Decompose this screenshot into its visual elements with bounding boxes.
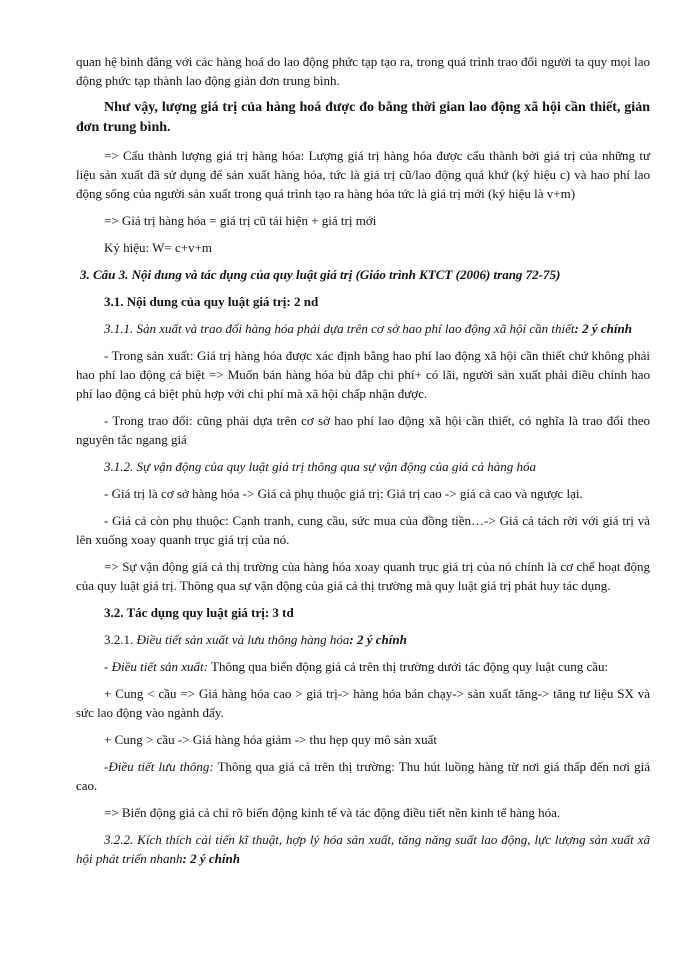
heading-3-2-2 — [76, 830, 650, 868]
heading-3-2-2-suffix: : 2 ý chính — [182, 851, 240, 866]
heading-3-2-1 — [76, 630, 650, 649]
paragraph-value-formula: => Giá trị hàng hóa = giá trị cũ tái hiện + giá trị mới — [104, 213, 377, 228]
paragraph-production: - Trong sản xuất: Giá trị hàng hóa được xác định bằng hao phí lao động xã hội cần thiết chứ không phải hao phí lao động cá biệt => Muốn bán hàng hóa bù đắp chi phí+ có lãi, người sản xuất phải điều chỉnh hao phí lao động cá biệt phù hợp với chi phí mà xã hội chấp nhận được. — [76, 348, 650, 401]
paragraph-price-mechanism: => Sự vận động giá cả thị trường của hàng hóa xoay quanh trục giá trị của nó chính là cơ chế hoạt động của quy luật giá trị. Thông qua sự vận động của giá cả thị trường mà quy luật giá trị phát huy tác dụng. — [76, 559, 650, 593]
heading-3-1-1-text: 3.1.1. Sản xuất và trao đổi hàng hóa phải dựa trên cơ sở hao phí lao động xã hội cần thiết — [104, 321, 575, 336]
heading-3-2-1-text: Điều tiết sản xuất và lưu thông hàng hóa — [136, 632, 350, 647]
heading-3-1-1 — [76, 319, 650, 338]
paragraph-supply-less: + Cung < cầu => Giá hàng hóa cao > giá trị-> hàng hóa bán chạy-> sản xuất tăng-> tăng tư liệu SX và sức lao động vào ngành đấy. — [76, 686, 650, 720]
heading-3-1-2: 3.1.2. Sự vận động của quy luật giá trị thông qua sự vận động của giá cả hàng hóa — [104, 459, 536, 474]
paragraph-price-fluctuation: => Biến động giá cả chỉ rõ biến động kinh tế và tác động điều tiết nền kinh tế hàng hóa. — [104, 805, 561, 820]
paragraph-value-structure: => Cấu thành lượng giá trị hàng hóa: Lượng giá trị hàng hóa được cấu thành bởi giá trị của những tư liệu sản xuất đã sử dụng để sản xuất hàng hóa, tức là giá trị cũ/lao động quá khứ (ký hiệu c) và hao phí lao động sống của người sản xuất trong quá trình tạo ra hàng hóa tức là giá trị mới (ký hiệu là v+m) — [76, 148, 650, 201]
heading-3-2-1-number: 3.2.1. — [104, 632, 137, 647]
heading-3-2-2-text: 3.2.2. Kích thích cải tiến kĩ thuật, hợp lý hóa sản xuất, tăng năng suất lao động, lực lượng sản xuất xã hội phát triển nhanh — [76, 832, 650, 866]
paragraph-conclusion: Như vậy, lượng giá trị của hàng hoá được đo bằng thời gian lao động xã hội cần thiết, giản đơn trung bình. — [76, 100, 650, 135]
heading-3-1-1-suffix: : 2 ý chính — [574, 321, 632, 336]
heading-3-2-1-suffix: : 2 ý chính — [349, 632, 407, 647]
regulate-production-label: - Điều tiết sản xuất: — [104, 659, 208, 674]
heading-3-2: 3.2. Tác dụng quy luật giá trị: 3 td — [104, 605, 294, 620]
heading-question-3: 3. Câu 3. Nội dung và tác dụng của quy luật giá trị (Giáo trình KTCT (2006) trang 72-75) — [80, 267, 561, 282]
paragraph-supply-more: + Cung > cầu -> Giá hàng hóa giảm -> thu hẹp quy mô sản xuất — [104, 732, 437, 747]
paragraph-exchange: - Trong trao đổi: cũng phải dựa trên cơ sở hao phí lao động xã hội cần thiết, có nghĩa là trao đổi theo nguyên tắc ngang giá — [76, 413, 650, 447]
regulate-circulation-text: Thông qua giá cả trên thị trường: Thu hút luồng hàng từ nơi giá thấp đến nơi giá cao. — [76, 759, 650, 793]
paragraph-symbol: Ký hiệu: W= c+v+m — [104, 240, 213, 255]
paragraph-intro: quan hệ bình đẳng với các hàng hoá do lao động phức tạp tạo ra, trong quá trình trao đổi người ta quy mọi lao động phức tạp thành lao động giản đơn trung bình. — [76, 54, 650, 88]
paragraph-price-factors: - Giá cả còn phụ thuộc: Cạnh tranh, cung cầu, sức mua của đồng tiền…-> Giá cả tách rời với giá trị và lên xuống xoay quanh trục giá trị của nó. — [76, 513, 650, 547]
heading-3-1: 3.1. Nội dung của quy luật giá trị: 2 nd — [104, 294, 319, 309]
regulate-production-text: Thông qua biến động giá cả trên thị trường dưới tác động quy luật cung cầu: — [207, 659, 609, 674]
paragraph-price-value: - Giá trị là cơ sở hàng hóa -> Giá cả phụ thuộc giá trị: Giá trị cao -> giá cả cao và ngược lại. — [104, 486, 583, 501]
regulate-circulation-label: -Điều tiết lưu thông: — [104, 759, 214, 774]
paragraph-regulate-production — [76, 657, 650, 676]
paragraph-regulate-circulation — [76, 757, 650, 795]
